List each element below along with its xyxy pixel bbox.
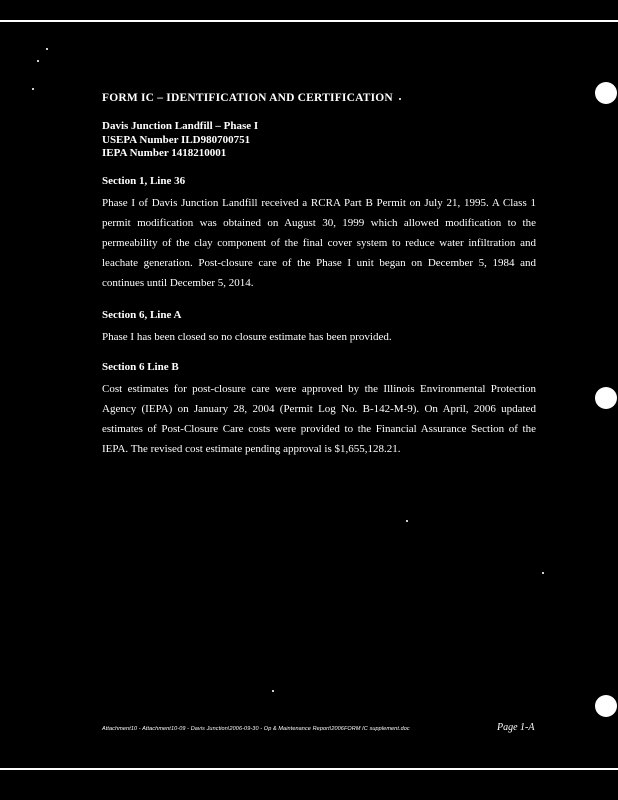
form-title: FORM IC – IDENTIFICATION AND CERTIFICATION: [102, 92, 393, 104]
scan-speck: [272, 690, 274, 692]
section-heading: Section 6, Line A: [102, 308, 182, 321]
section-body: Cost estimates for post-closure care were approved by the Illinois Environmental Protection Agency (IEPA) on January 28, 2004 (Permit Log No. B-142-M-9). On April, 2006 updated estimates of Post-Closure Care costs were provided to the Financial Assurance Section of the IEPA. The revised cost estimate pending approval is $1,655,128.21.: [102, 382, 536, 455]
identification-block: [102, 120, 536, 161]
section-body: Phase I has been closed so no closure estimate has been provided.: [102, 330, 392, 343]
bottom-rule: [0, 768, 618, 770]
section-heading: Section 6 Line B: [102, 360, 179, 373]
section-body: Phase I of Davis Junction Landfill received a RCRA Part B Permit on July 21, 1995. A Class 1 permit modification was obtained on August 30, 1999 which allowed modification to the permeability of the clay component of the final cover system to reduce water infiltration and leachate generation. Post-closure care of the Phase I unit began on December 5, 1984 and continues until December 5, 2014.: [102, 196, 536, 289]
footer-file-path: Attachment10 - Attachment10-09 - Davis Junction\2006-09-30 - Op & Maintenance Report\2006FORM IC supplement.doc: [102, 726, 410, 732]
iepa-number: IEPA Number 1418210001: [102, 147, 227, 159]
top-rule: [0, 20, 618, 22]
punch-hole-middle: [595, 387, 617, 409]
facility-name: Davis Junction Landfill – Phase I: [102, 120, 259, 132]
section-heading: Section 1, Line 36: [102, 174, 186, 187]
scan-speck: [32, 88, 34, 90]
usepa-number: USEPA Number ILD980700751: [102, 133, 251, 146]
scan-speck: [37, 60, 39, 62]
scan-speck: [46, 48, 48, 50]
punch-hole-bottom: [595, 695, 617, 717]
document-body: [102, 92, 536, 475]
scan-speck: [406, 520, 408, 522]
punch-hole-top: [595, 82, 617, 104]
scan-speck: [542, 572, 544, 574]
page-number: Page 1-A: [497, 722, 535, 733]
